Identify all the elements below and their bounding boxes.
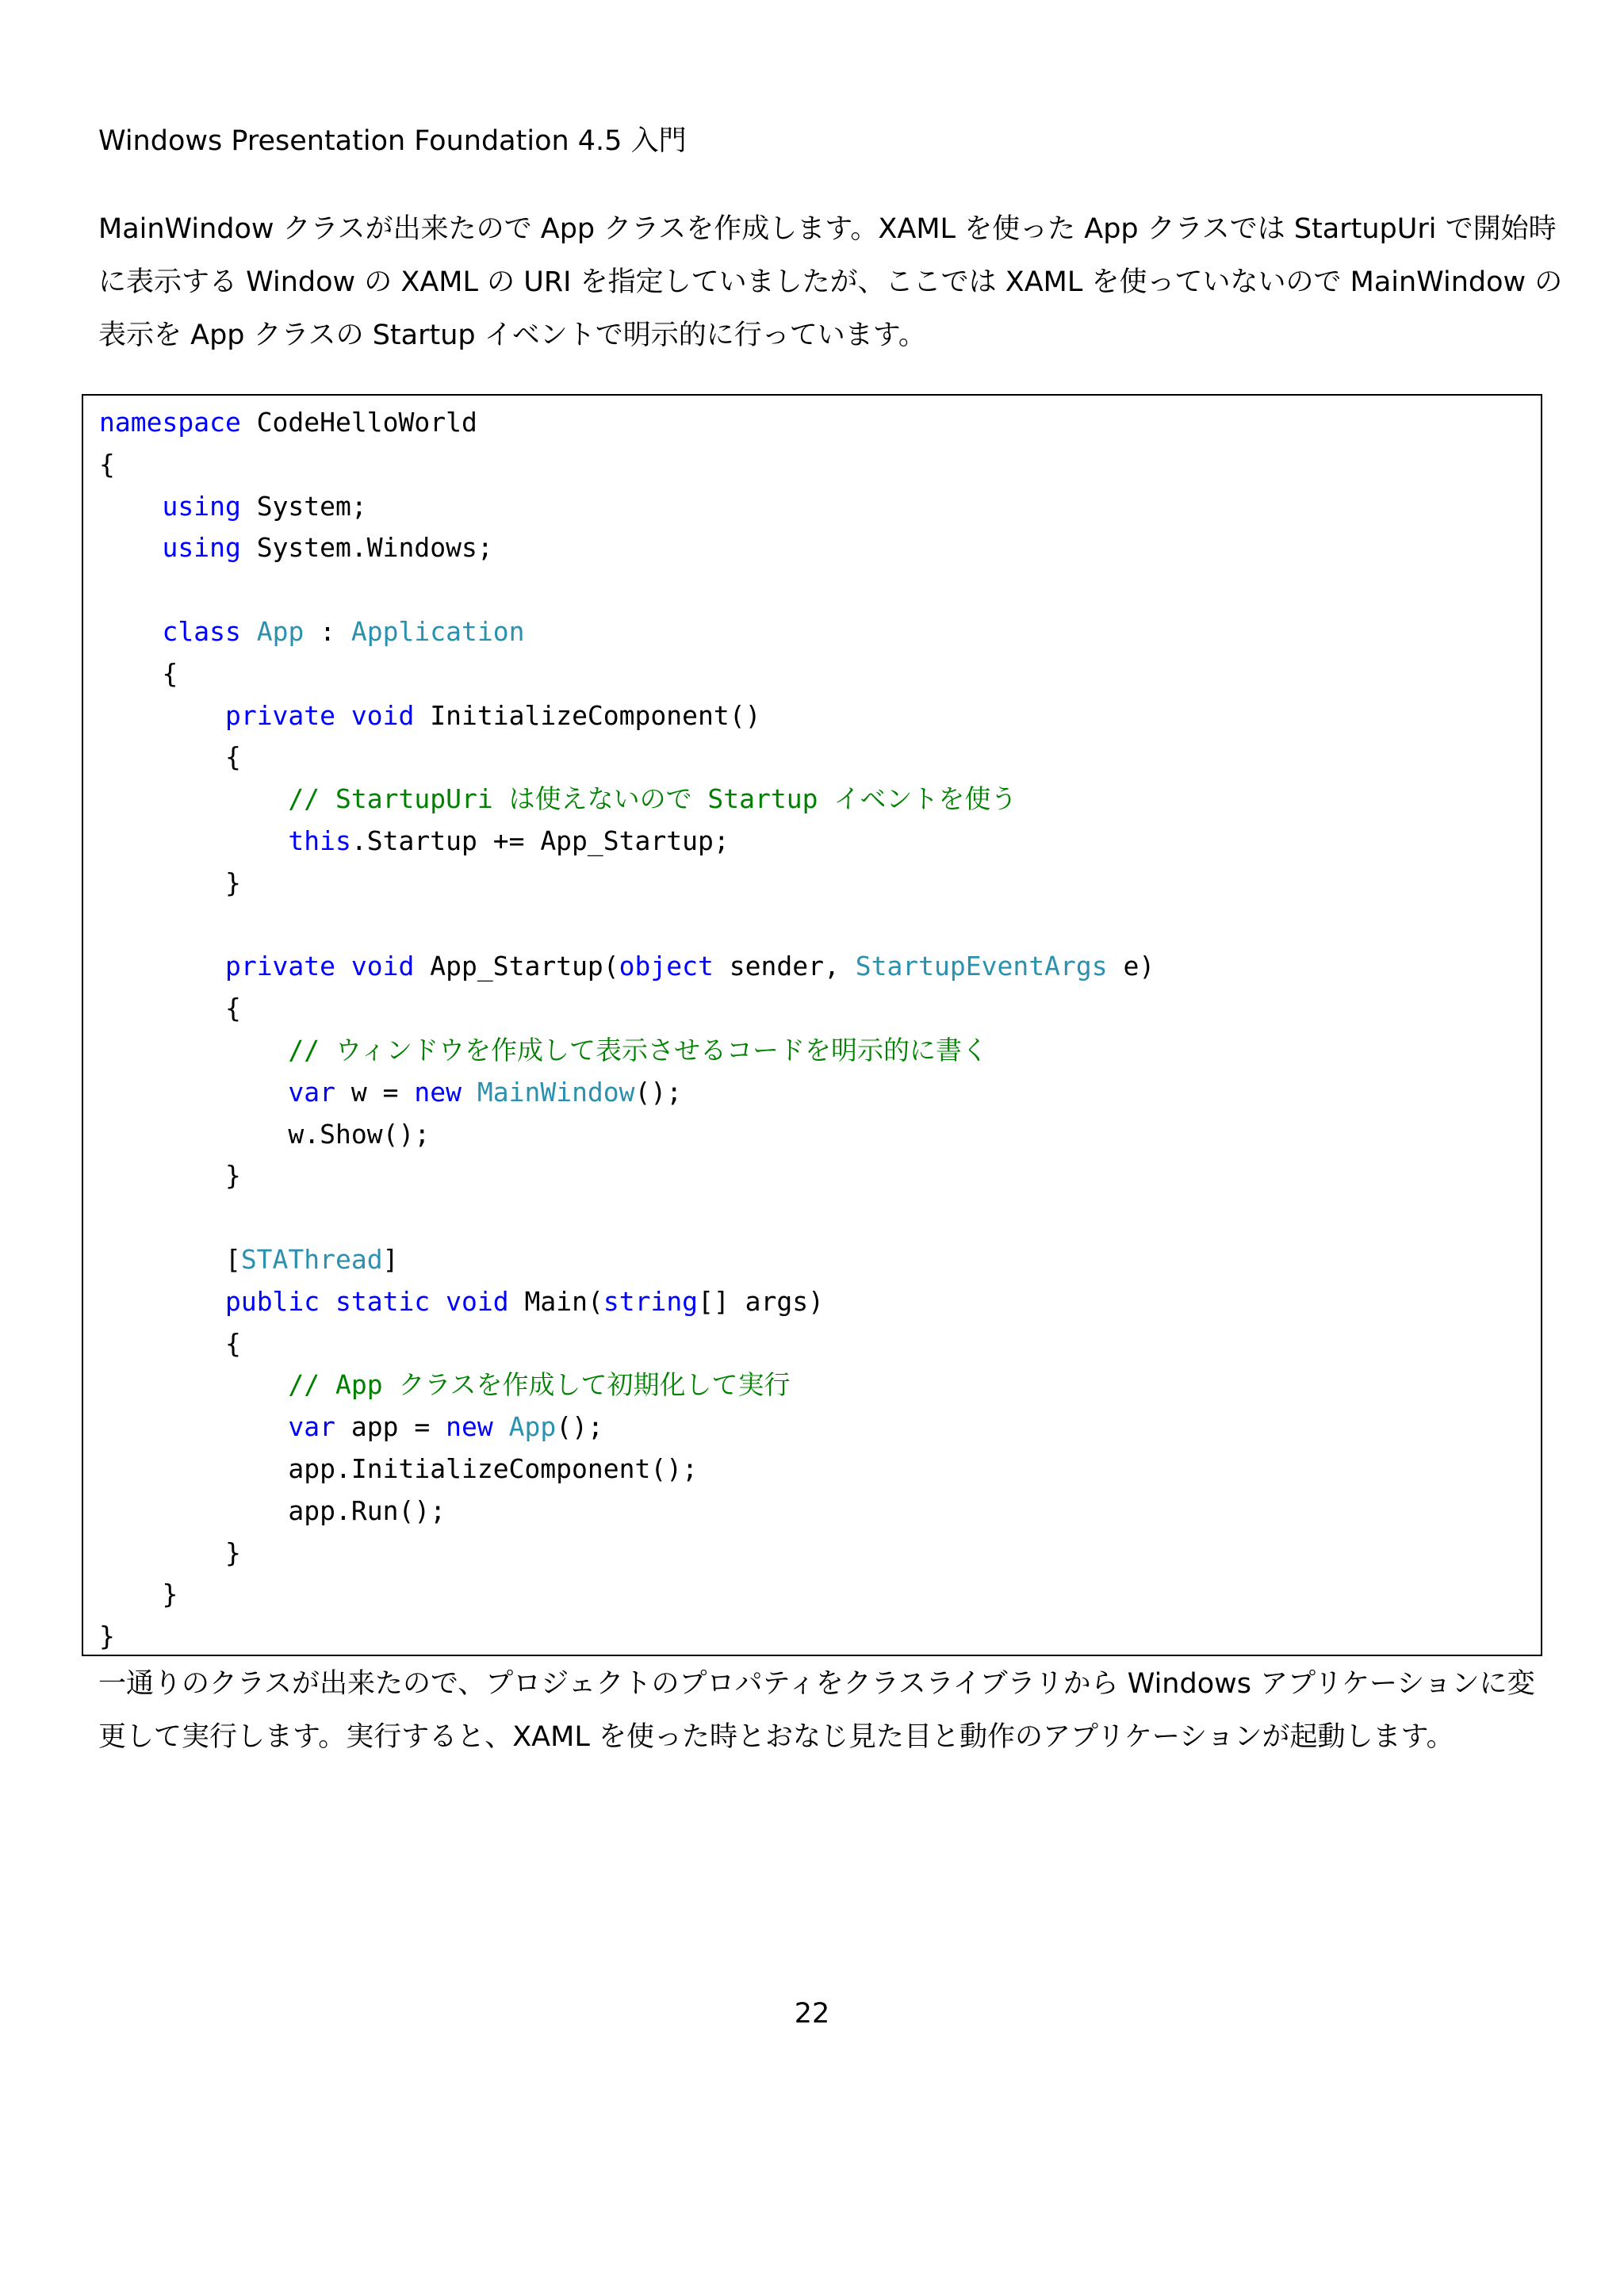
code-text: { [99,448,115,480]
code-type-name: MainWindow [477,1076,635,1108]
code-line [99,821,1155,863]
code-text [335,700,351,731]
code-line [99,737,1155,779]
code-keyword: string [603,1285,699,1317]
code-keyword: public [224,1285,320,1317]
code-text [430,1286,446,1317]
code-line [99,905,1155,947]
code-listing [99,402,1155,1658]
code-text: { [99,741,241,773]
code-text: { [99,1327,241,1359]
page-number: 22 [794,1998,830,2030]
code-text [493,1411,509,1442]
code-line [99,653,1155,695]
code-text: .Startup += App_Startup; [350,825,730,856]
code-comment: // StartupUri は使えないので Startup イベントを使う [288,783,1017,815]
code-line [99,1197,1155,1239]
code-text: CodeHelloWorld [240,407,477,438]
code-comment: // App クラスを作成して初期化して実行 [288,1369,791,1401]
code-text: System.Windows; [240,532,493,564]
intro-line: 表示を App クラスの Startup イベントで明示的に行っています。 [98,320,926,351]
code-text [335,951,351,982]
code-keyword: private [224,699,336,731]
code-line [99,1239,1155,1281]
code-text [99,1286,225,1317]
code-line [99,863,1155,905]
code-keyword: var [288,1076,336,1108]
code-listing-box [82,394,1542,1656]
code-text [99,951,225,982]
code-text: } [99,1160,241,1192]
code-text: { [99,657,178,689]
code-text [99,491,162,522]
code-comment: // ウィンドウを作成して表示させるコードを明示的に書く [288,1034,989,1066]
code-text: e) [1107,951,1155,982]
intro-paragraph [98,203,1563,362]
code-text: [] args) [698,1285,825,1317]
code-keyword: using [162,532,241,564]
code-text: InitializeComponent() [414,699,761,731]
code-text: app = [335,1411,446,1443]
code-line [99,988,1155,1030]
code-line [99,1281,1155,1323]
code-text [99,783,288,814]
code-text: { [99,993,241,1024]
code-text: [ [99,1243,241,1275]
code-line [99,695,1155,737]
code-text [99,1369,288,1400]
code-text [99,1411,288,1442]
code-line [99,402,1155,444]
code-keyword: static [335,1285,431,1317]
code-line [99,1574,1155,1616]
code-text: (); [556,1411,603,1443]
code-text: : [304,615,351,647]
code-type-name: STAThread [240,1243,383,1275]
code-keyword: void [350,699,415,731]
code-text: (); [634,1076,683,1108]
code-keyword: void [446,1285,509,1317]
code-text: System; [240,490,367,522]
code-text: w.Show(); [99,1118,431,1150]
code-keyword: private [224,951,336,982]
code-type-name: App [256,615,304,647]
code-text [462,1077,477,1108]
code-line [99,1114,1155,1156]
code-type-name: App [508,1411,557,1443]
code-line [99,1448,1155,1490]
code-line [99,1072,1155,1114]
code-line [99,527,1155,569]
code-text [241,616,257,647]
code-keyword: this [288,825,351,856]
code-line [99,1155,1155,1197]
code-text: ] [382,1243,399,1275]
closing-line: 一通りのクラスが出来たので、プロジェクトのプロパティをクラスライブラリから Windows アプリケーションに変 [98,1668,1535,1700]
intro-line: に表示する Window の XAML の URI を指定していましたが、ここでは XAML を使っていないので MainWindow の [98,266,1563,298]
code-type-name: Application [350,615,525,647]
code-keyword: object [619,951,714,982]
code-line [99,946,1155,988]
code-keyword: new [446,1411,493,1443]
code-keyword: namespace [99,407,241,438]
code-line [99,1030,1155,1072]
code-line [99,486,1155,528]
code-line [99,1533,1155,1575]
code-text [99,1035,288,1066]
code-line [99,611,1155,653]
code-text: w = [335,1076,415,1108]
code-line [99,1490,1155,1533]
code-keyword: class [162,615,241,647]
code-keyword: new [414,1076,462,1108]
code-text: } [99,1621,115,1652]
code-keyword: void [350,951,415,982]
code-line [99,1406,1155,1448]
page-header-title: Windows Presentation Foundation 4.5 入門 [98,125,687,157]
code-line [99,779,1155,821]
code-line [99,1323,1155,1365]
code-text: App_Startup( [414,951,619,982]
code-keyword: using [162,490,241,522]
code-line [99,569,1155,611]
code-type-name: StartupEventArgs [855,951,1108,982]
code-line [99,1364,1155,1406]
code-keyword: var [288,1411,336,1443]
code-line [99,444,1155,486]
code-text: } [99,867,241,898]
closing-paragraph [98,1658,1535,1764]
code-text: app.Run(); [99,1494,446,1526]
code-text [99,532,162,563]
code-text [99,700,225,731]
code-text: } [99,1578,178,1610]
closing-line: 更して実行します。実行すると、XAML を使った時とおなじ見た目と動作のアプリケーションが起動します。 [98,1721,1454,1753]
code-text: app.InitializeComponent(); [99,1452,698,1484]
code-text [99,1077,288,1108]
code-text [99,825,288,856]
code-text: } [99,1536,241,1568]
code-text: sender, [713,951,856,982]
code-text: Main( [508,1285,603,1317]
code-text [320,1286,335,1317]
code-line [99,1616,1155,1658]
code-text [99,616,162,647]
intro-line: MainWindow クラスが出来たので App クラスを作成します。XAML を使った App クラスでは StartupUri で開始時 [98,213,1557,245]
